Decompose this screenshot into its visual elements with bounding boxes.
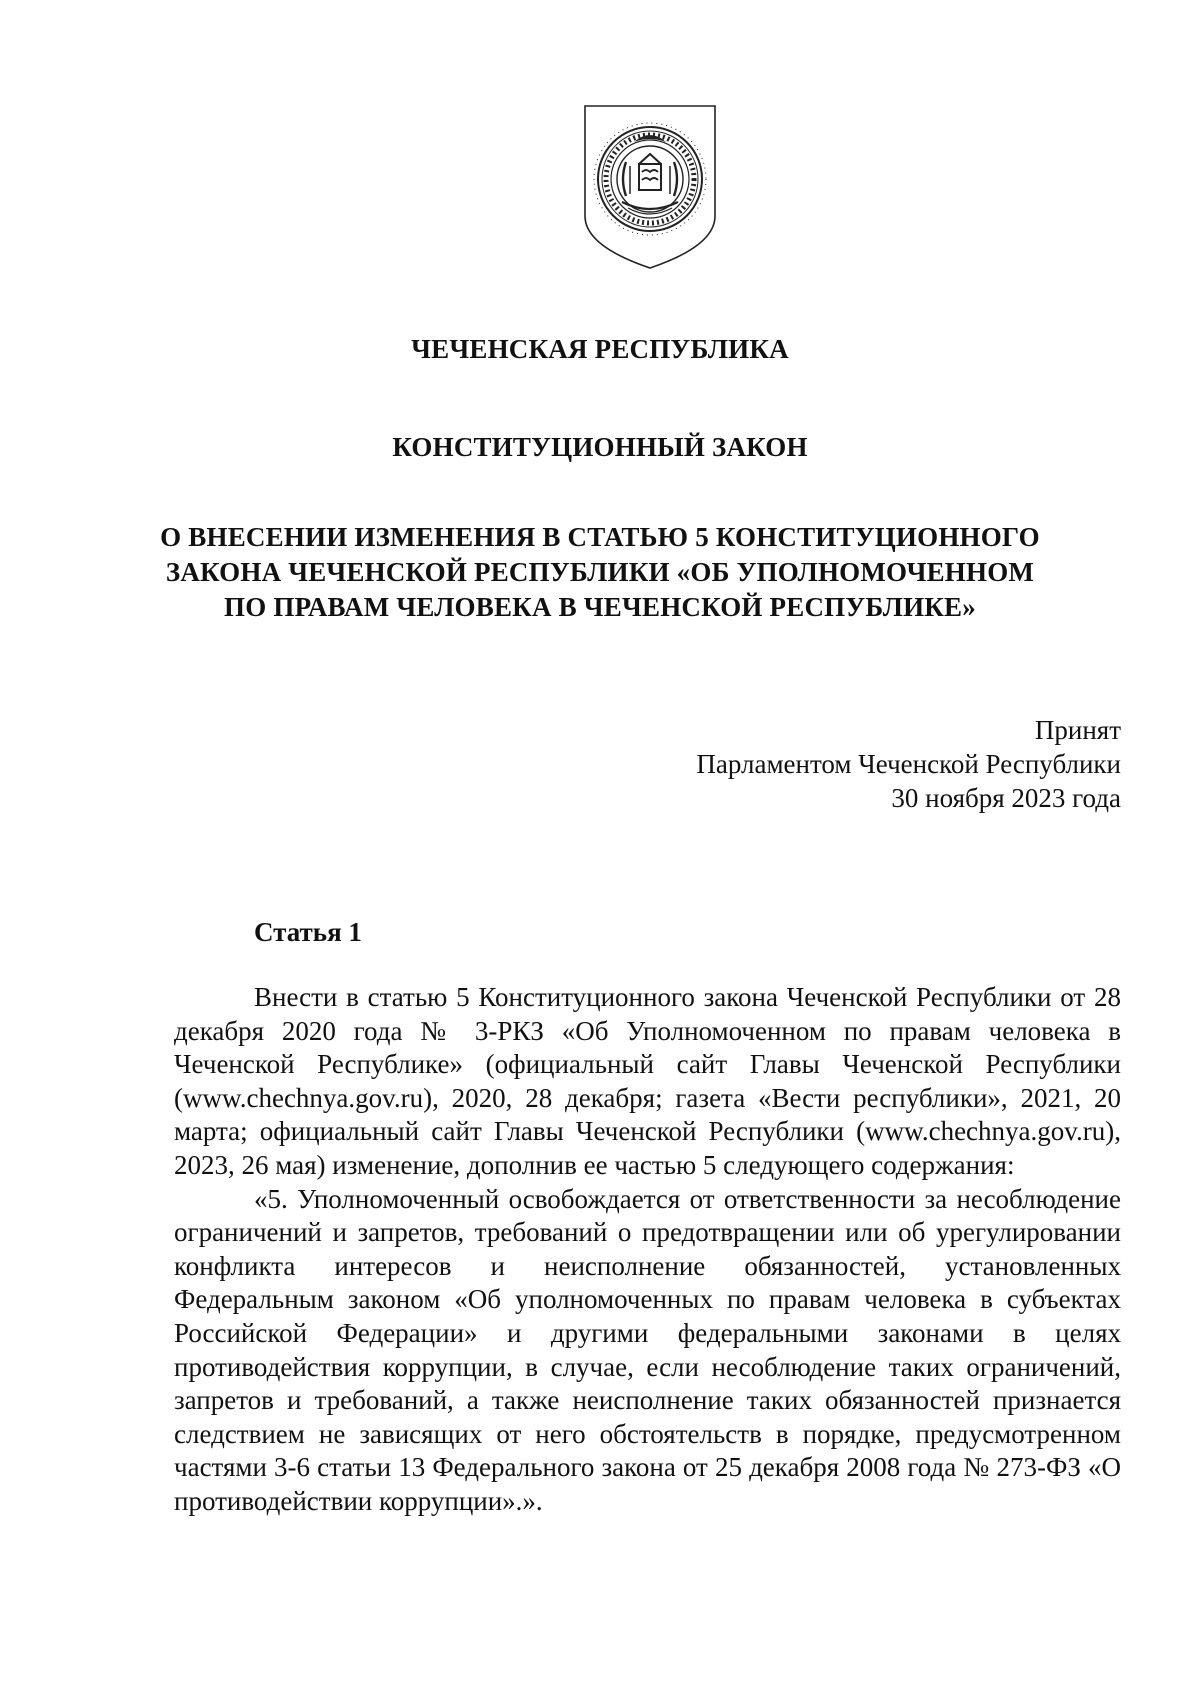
article-heading: Статья 1 <box>254 917 362 947</box>
law-title-line: ПО ПРАВАМ ЧЕЛОВЕКА В ЧЕЧЕНСКОЙ РЕСПУБЛИКЕ» <box>224 592 976 622</box>
adoption-status: Принят <box>1034 715 1121 745</box>
article-paragraph: «5. Уполномоченный освобождается от ответственности за несоблюдение ограничений и запретов, требований о предотвращении или об урегулировании конфликта интересов и неисполнение обязанностей, установленных Федеральным законом «Об уполномоченных по правам человека в субъектах Российской Федерации» и другими федеральными законами в целях противодействия коррупции, в случае, если несоблюдение таких ограничений, запретов и требований, а также неисполнение таких обязанностей признается следствием не зависящих от него обстоятельств в порядке, предусмотренном частями 3-6 статьи 13 Федерального закона от 25 декабря 2008 года № 273-ФЗ «О противодействии коррупции».». <box>174 1183 1121 1516</box>
law-title-line: О ВНЕСЕНИИ ИЗМЕНЕНИЯ В СТАТЬЮ 5 КОНСТИТУЦИОННОГО <box>160 522 1040 552</box>
article-body <box>174 981 1121 1519</box>
law-title <box>0 520 1200 625</box>
law-type-heading: КОНСТИТУЦИОННЫЙ ЗАКОН <box>392 432 808 462</box>
law-title-line: ЗАКОНА ЧЕЧЕНСКОЙ РЕСПУБЛИКИ «ОБ УПОЛНОМОЧЕННОМ <box>165 557 1035 587</box>
adoption-body: Парламентом Чеченской Республики <box>696 749 1121 779</box>
coat-of-arms-icon <box>582 104 718 270</box>
article-paragraph: Внести в статью 5 Конституционного закона Чеченской Республики от 28 декабря 2020 года № 3-РКЗ «Об Уполномоченном по правам человека в Чеченской Республике» (официальный сайт Главы Чеченской Республики (www.chechnya.gov.ru), 2020, 28 декабря; газета «Вести республики», 2021, 20 марта; официальный сайт Главы Чеченской Республики (www.chechnya.gov.ru), 2023, 26 мая) изменение, дополнив ее частью 5 следующего содержания: <box>174 982 1121 1180</box>
adoption-date: 30 ноября 2023 года <box>891 783 1121 813</box>
republic-name: ЧЕЧЕНСКАЯ РЕСПУБЛИКА <box>411 334 789 364</box>
adoption-block <box>696 713 1121 815</box>
